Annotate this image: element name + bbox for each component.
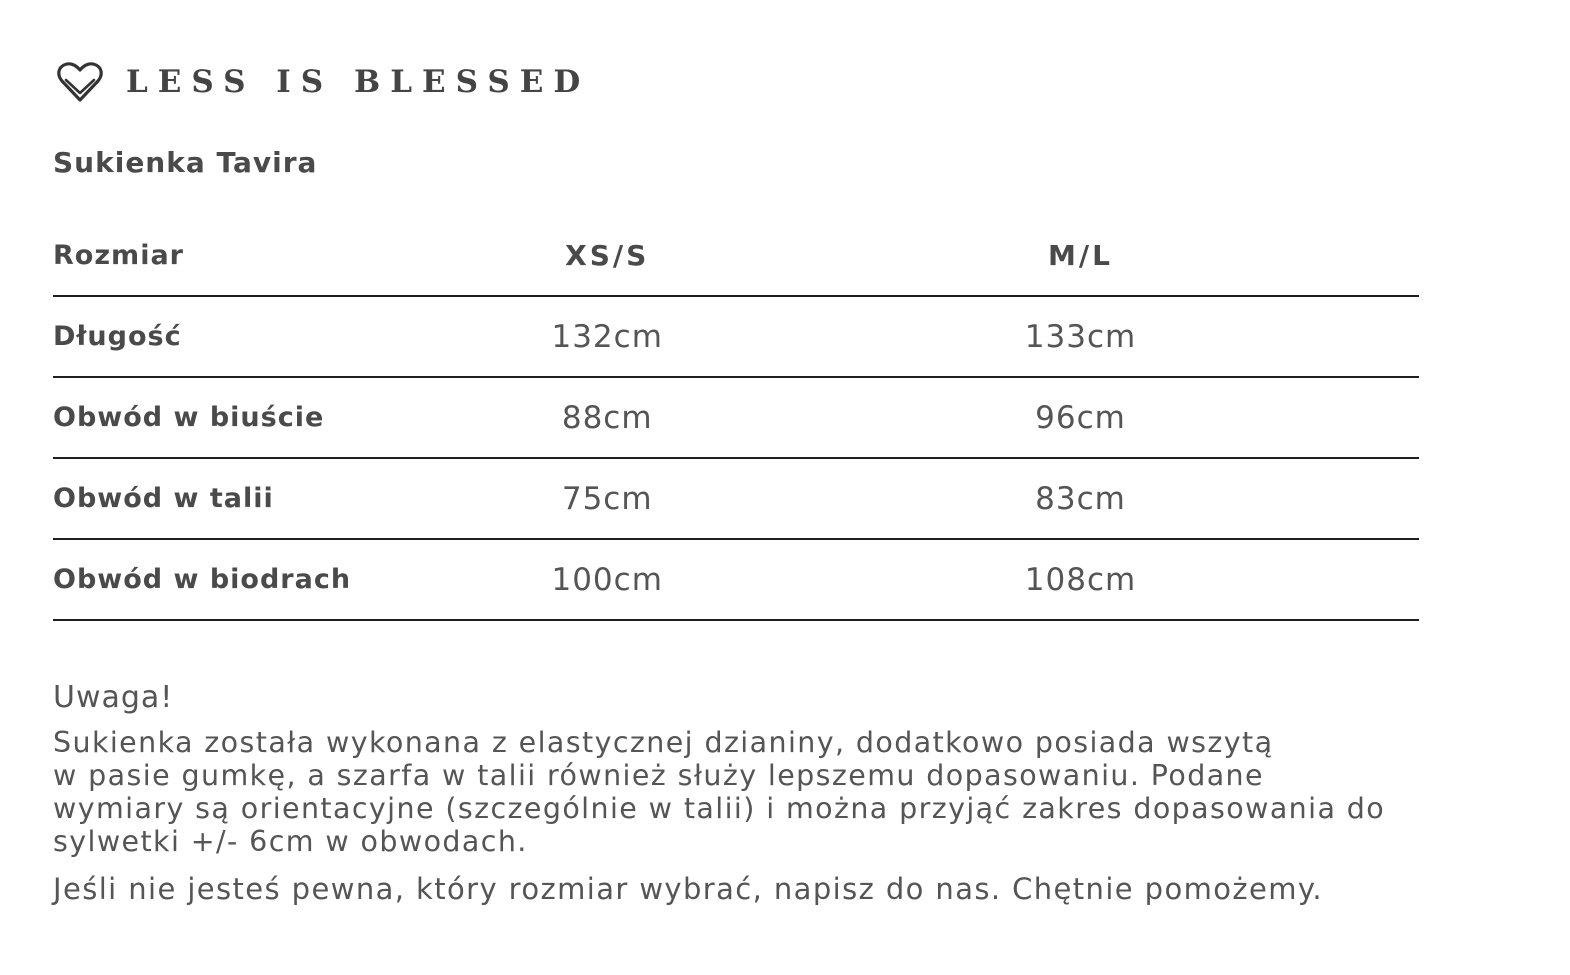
table-row xyxy=(53,459,1419,540)
table-header-row xyxy=(53,216,1419,297)
column-header-xs-s: XS/S xyxy=(565,239,650,272)
row-label: Obwód w biuście xyxy=(53,402,325,433)
table-row xyxy=(53,297,1419,378)
note-body-line: wymiary są orientacyjne (szczególnie w talii) i można przyjąć zakres dopasowania do xyxy=(53,792,1386,825)
cell-value: 75cm xyxy=(561,480,653,517)
cell-value: 88cm xyxy=(561,399,653,436)
note-body-line: w pasie gumkę, a szarfa w talii również służy lepszemu dopasowaniu. Podane xyxy=(53,759,1264,792)
column-header-m-l: M/L xyxy=(1048,239,1113,272)
note-body xyxy=(53,726,1493,858)
note-body-line: Sukienka została wykonana z elastycznej dzianiny, dodatkowo posiada wszytą xyxy=(53,726,1274,759)
size-table xyxy=(53,216,1419,621)
cell-value: 133cm xyxy=(1024,318,1137,355)
row-label: Obwód w biodrach xyxy=(53,564,352,595)
brand-header xyxy=(56,60,590,104)
row-label: Długość xyxy=(53,321,182,352)
cell-value: 96cm xyxy=(1035,399,1126,436)
fit-note xyxy=(53,680,1493,907)
cell-value: 108cm xyxy=(1024,561,1137,598)
product-title: Sukienka Tavira xyxy=(53,146,318,179)
cell-value: 100cm xyxy=(551,561,663,598)
table-row xyxy=(53,378,1419,459)
cell-value: 83cm xyxy=(1035,480,1126,517)
note-body-line: sylwetki +/- 6cm w obwodach. xyxy=(53,825,528,858)
brand-name: LESS IS BLESSED xyxy=(126,63,591,100)
heart-icon xyxy=(56,60,104,104)
contact-help-text: Jeśli nie jesteś pewna, który rozmiar wybrać, napisz do nas. Chętnie pomożemy. xyxy=(53,872,1323,906)
row-label: Obwód w talii xyxy=(53,483,274,514)
note-heading: Uwaga! xyxy=(53,680,174,715)
cell-value: 132cm xyxy=(551,318,663,355)
table-row xyxy=(53,540,1419,621)
column-header-size: Rozmiar xyxy=(53,240,184,271)
